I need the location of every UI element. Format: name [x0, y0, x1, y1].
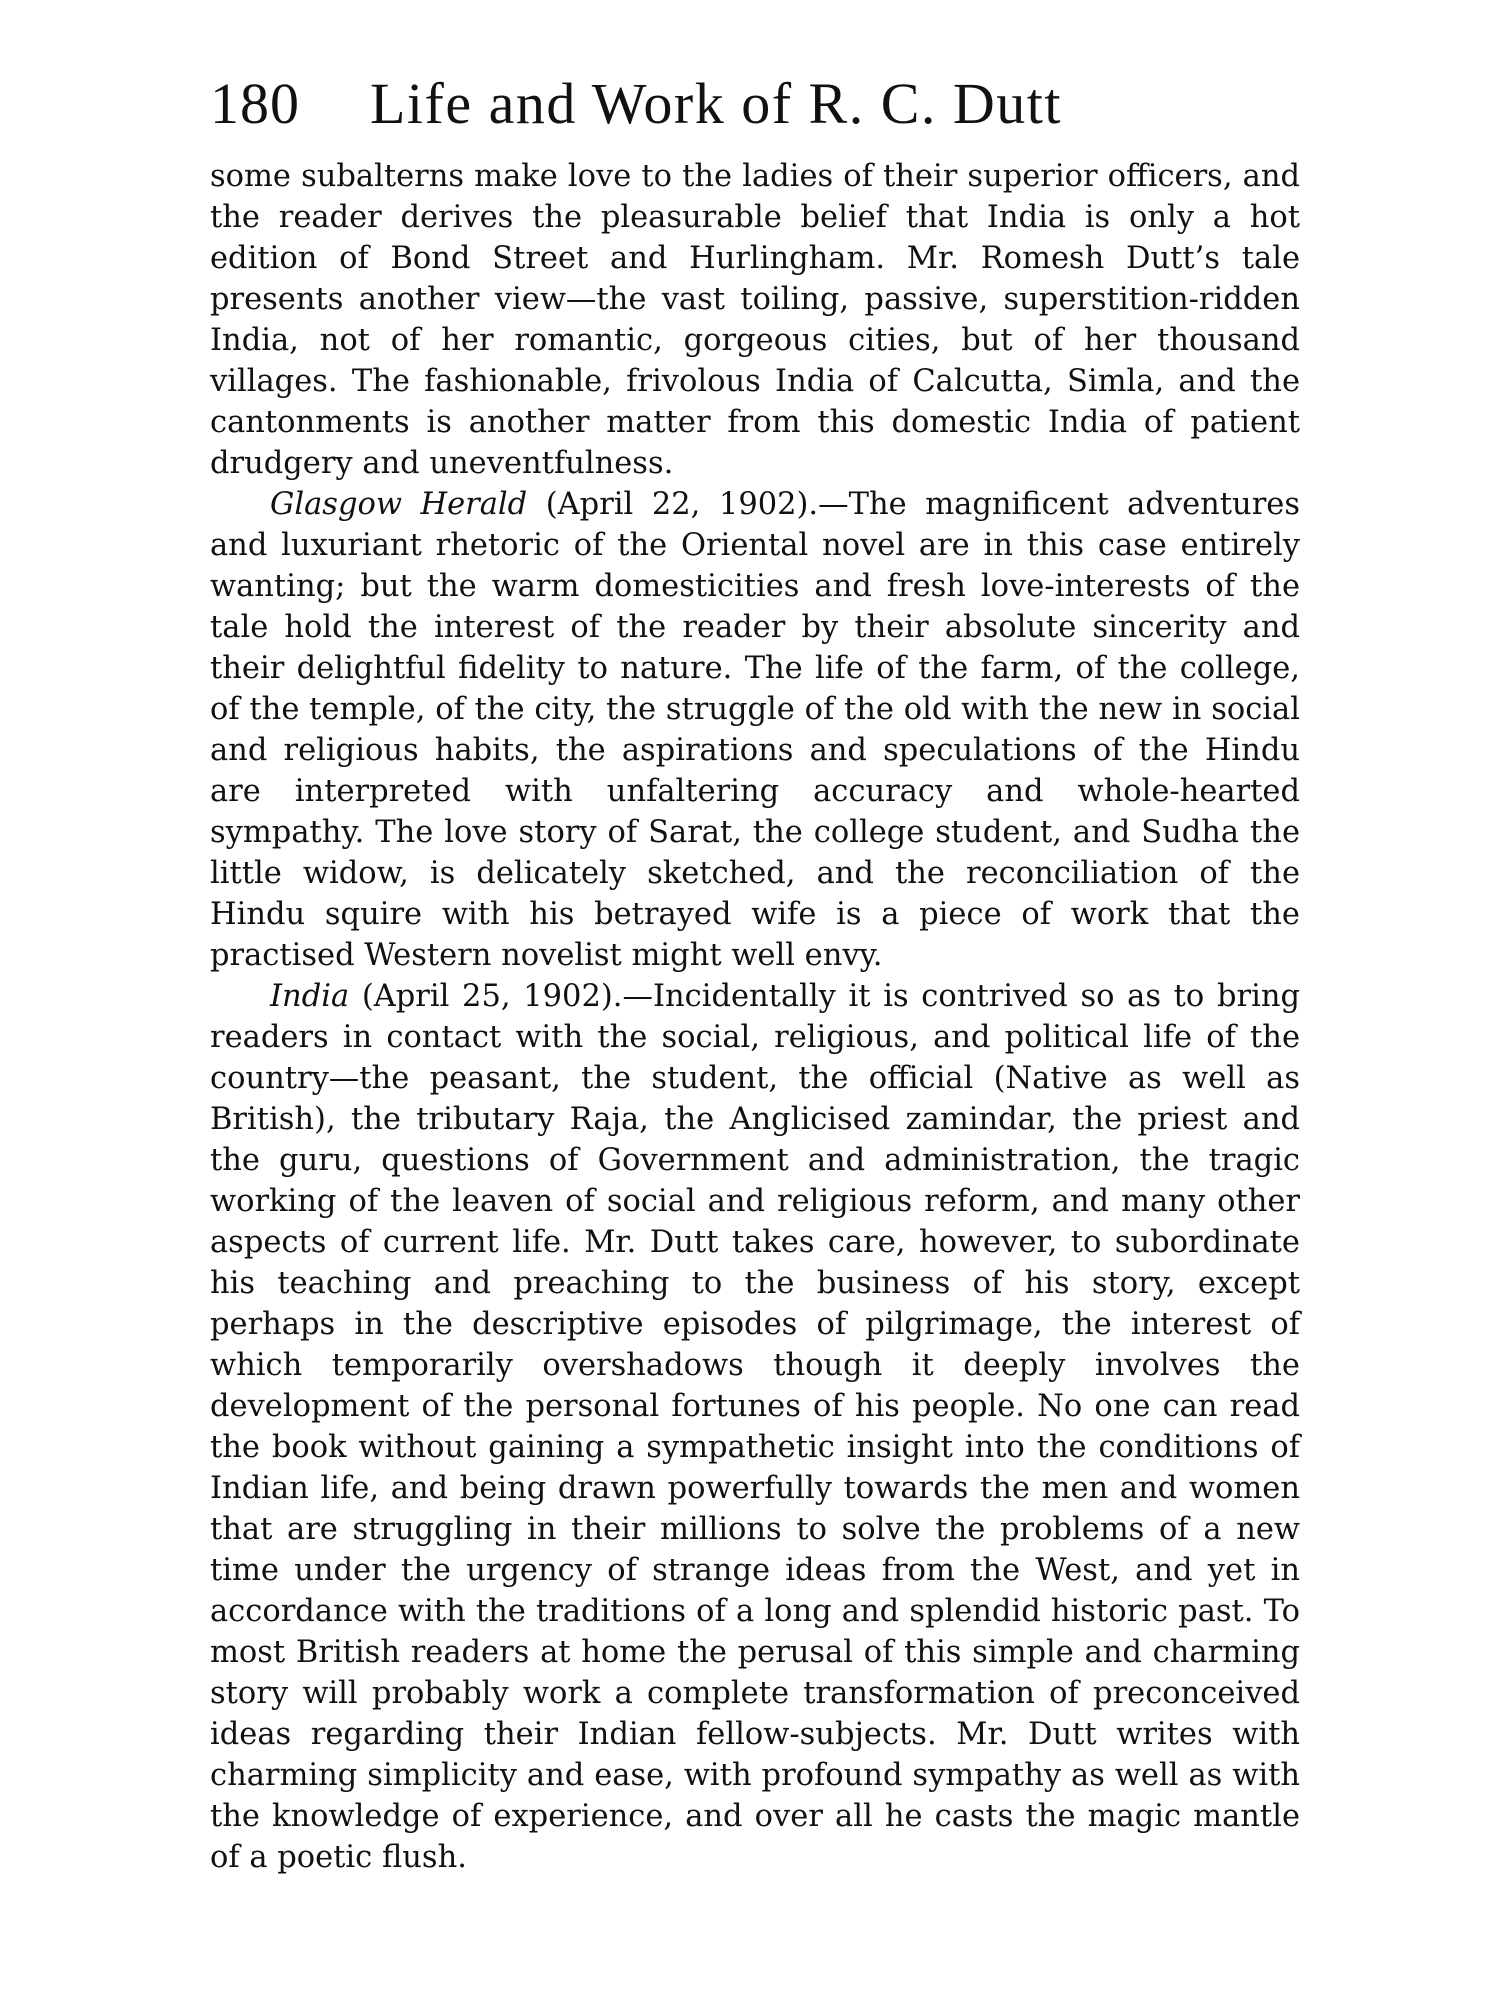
page-number: 180 [210, 71, 300, 136]
paragraph-continuation [210, 156, 1300, 484]
review-paragraph-india [210, 976, 1300, 1878]
page-header [210, 70, 1300, 150]
review-source: Glasgow Herald [270, 487, 528, 522]
review-paragraph-glasgow-herald [210, 484, 1300, 976]
paragraph-text: (April 22, 1902).—The magnificent adventures and luxuriant rhetoric of the Oriental novel are in this case entirely wanting; but the warm domesticities and fresh love-interests of the tale hold the interest of the reader by their absolute sincerity and their delightful fidelity to nature. The life of the farm, of the college, of the temple, of the city, the struggle of the old with the new in social and religious habits, the aspirations and speculations of the Hindu are interpreted with unfaltering accuracy and whole-hearted sympathy. The love story of Sarat, the college student, and Sudha the little widow, is delicately sketched, and the reconciliation of the Hindu squire with his betrayed wife is a piece of work that the practised Western novelist might well envy. [210, 487, 1300, 973]
running-title: Life and Work of R. C. Dutt [370, 71, 1063, 136]
paragraph-text: (April 25, 1902).—Incidentally it is contrived so as to bring readers in contact with the social, religious, and political life of the country—the peasant, the student, the official (Native as well as British), the tributary Raja, the Anglicised zamindar, the priest and the guru, questions of Government and administration, the tragic working of the leaven of social and religious reform, and many other aspects of current life. Mr. Dutt takes care, however, to subordinate his teaching and preaching to the business of his story, except perhaps in the descriptive episodes of pilgrimage, the interest of which temporarily overshadows though it deeply involves the development of the personal fortunes of his people. No one can read the book without gaining a sympathetic insight into the conditions of Indian life, and being drawn powerfully towards the men and women that are struggling in their millions to solve the problems of a new time under the urgency of strange ideas from the West, and yet in accordance with the traditions of a long and splendid historic past. To most British readers at home the perusal of this simple and charming story will probably work a complete transformation of preconceived ideas regarding their Indian fellow-subjects. Mr. Dutt writes with charming simplicity and ease, with profound sympathy as well as with the knowledge of experience, and over all he casts the magic mantle of a poetic flush. [210, 979, 1300, 1875]
body-text [210, 156, 1300, 1878]
book-page [210, 70, 1300, 1878]
review-source: India [270, 979, 350, 1014]
paragraph-text: some subalterns make love to the ladies of their superior officers, and the reader derives the pleasurable belief that India is only a hot edition of Bond Street and Hurlingham. Mr. Romesh Dutt’s tale presents another view—the vast toiling, passive, superstition-ridden India, not of her romantic, gorgeous cities, but of her thousand villages. The fashionable, frivolous India of Calcutta, Simla, and the cantonments is another matter from this domestic India of patient drudgery and uneventfulness. [210, 159, 1300, 481]
